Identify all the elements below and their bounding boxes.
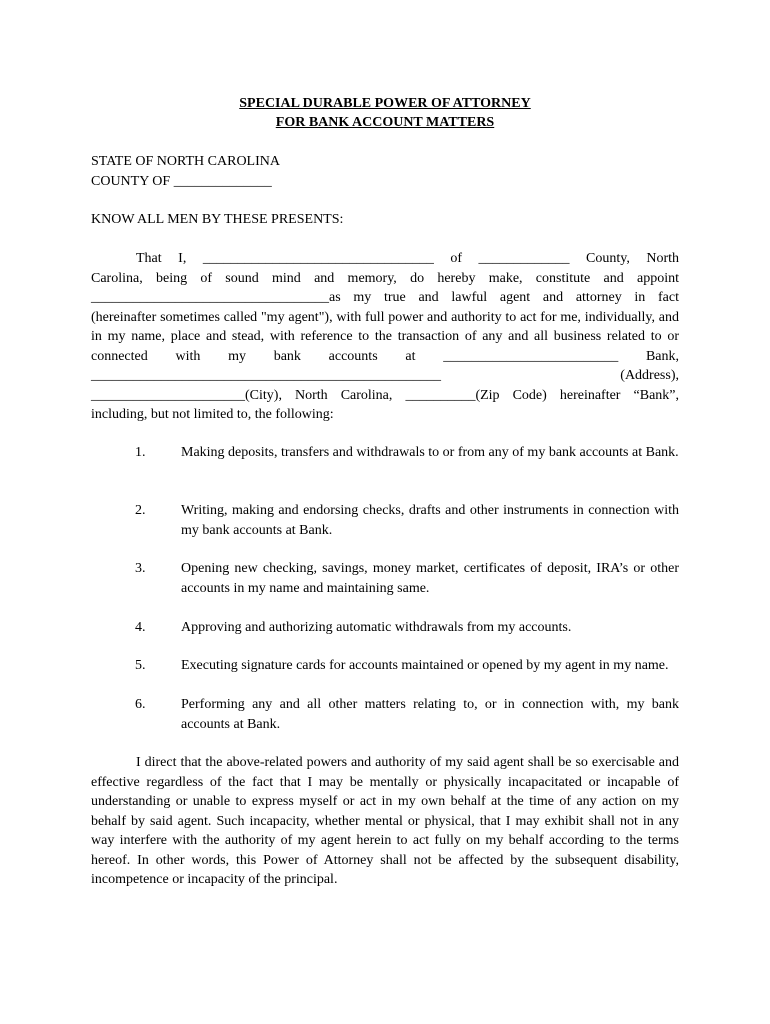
list-item-text: Executing signature cards for accounts maintained or opened by my agent in my name. [181, 658, 669, 673]
list-item-number: 5. [135, 658, 146, 673]
list-item-number: 3. [135, 561, 146, 576]
document-title-line-1: SPECIAL DURABLE POWER OF ATTORNEY [239, 96, 531, 111]
list-item-number: 4. [135, 620, 146, 635]
intro-line: including, but not limited to, the following: [91, 407, 334, 422]
intro-line: Carolina, being of sound mind and memory, do hereby make, constitute and appoint [91, 270, 679, 286]
intro-line: That I, _________________________________ of _____________ County, North [136, 251, 679, 266]
intro-line: __________________________________________________ (Address), [91, 368, 679, 383]
closing-paragraph: I direct that the above-related powers and authority of my said agent shall be so exercisable and effective regardless of the fact that I may be mentally or physically incapacitated or incapable of understanding or unable to express myself or act in my own behalf at the time of any action on my behalf by said agent. Such incapacity, whether mental or physical, that I may exhibit shall not in any way interfere with the authority of my agent herein to act fully on my behalf according to the terms hereof. In other words, this Power of Attorney shall not be affected by the subsequent disability, incompetence or incapacity of the principal. [91, 755, 679, 887]
state-line: STATE OF NORTH CAROLINA [91, 154, 280, 169]
know-all-men-line: KNOW ALL MEN BY THESE PRESENTS: [91, 212, 344, 227]
list-item-number: 6. [135, 697, 146, 712]
list-item-number: 1. [135, 445, 146, 460]
intro-line: ______________________(City), North Carolina, __________(Zip Code) hereinafter “Bank”, [91, 387, 679, 403]
list-item-number: 2. [135, 503, 146, 518]
list-item-text: Approving and authorizing automatic withdrawals from my accounts. [181, 620, 572, 635]
list-item-text: Making deposits, transfers and withdrawals to or from any of my bank accounts at Bank. [181, 445, 679, 460]
intro-paragraph [91, 249, 679, 425]
intro-line: connected with my bank accounts at _________________________ Bank, [91, 348, 679, 364]
document-title-line-2: FOR BANK ACCOUNT MATTERS [275, 115, 495, 130]
county-line: COUNTY OF ______________ [91, 174, 272, 189]
list-item-text: Opening new checking, savings, money market, certificates of deposit, IRA’s or other accounts in my name and maintaining same. [181, 561, 679, 596]
intro-line: __________________________________as my true and lawful agent and attorney in fact [91, 290, 679, 305]
intro-line: in my name, place and stead, with reference to the transaction of any and all business related to or [91, 329, 679, 344]
list-item-text: Writing, making and endorsing checks, drafts and other instruments in connection with my bank accounts at Bank. [181, 503, 679, 538]
list-item-text: Performing any and all other matters relating to, or in connection with, my bank accounts at Bank. [181, 697, 679, 732]
intro-line: (hereinafter sometimes called "my agent"), with full power and authority to act for me, individually, and [91, 309, 679, 325]
